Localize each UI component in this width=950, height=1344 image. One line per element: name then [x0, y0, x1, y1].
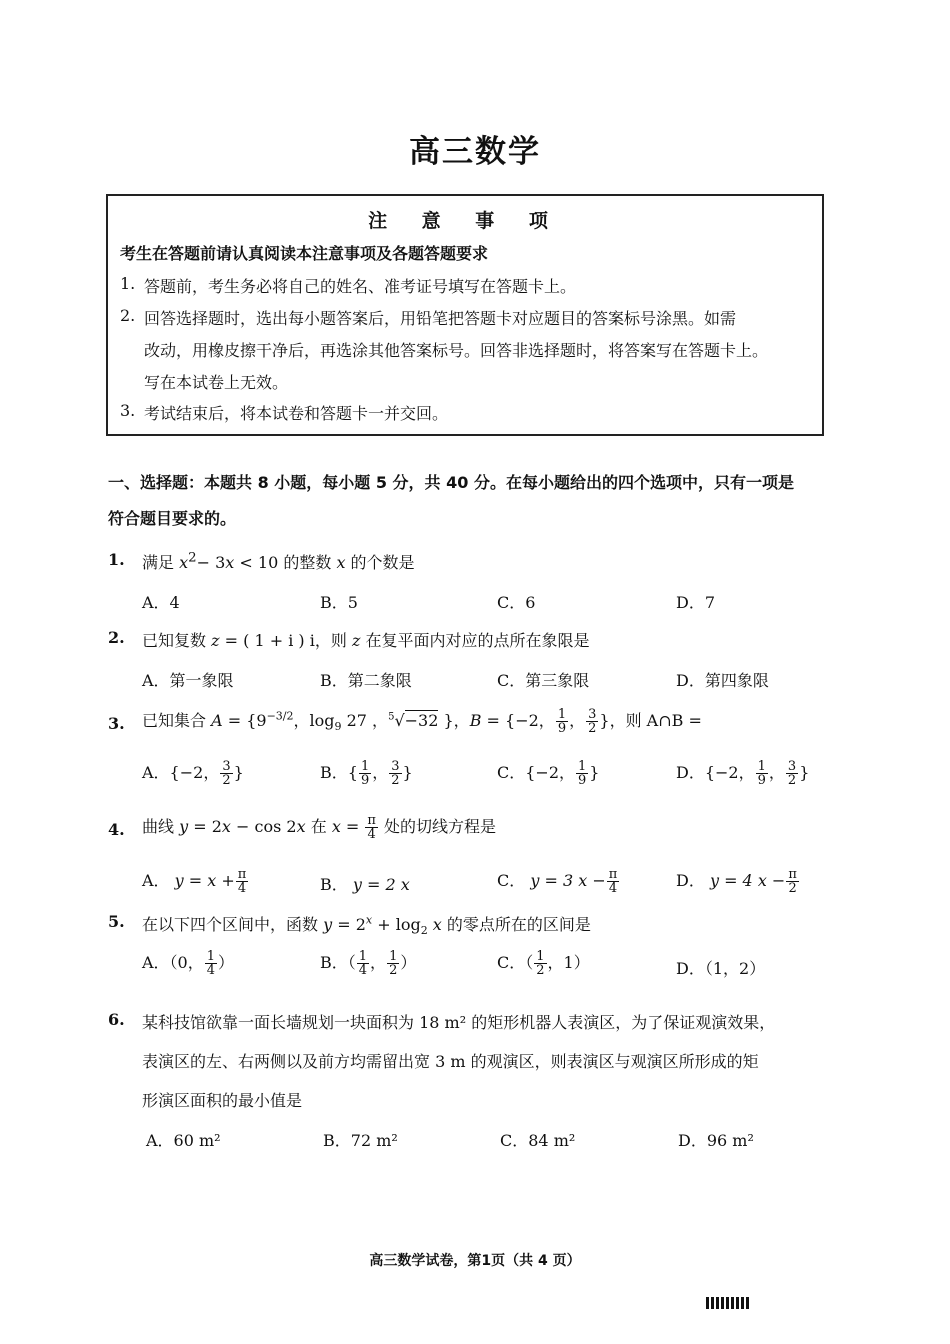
var: x: [221, 817, 231, 836]
option-b: [320, 872, 410, 895]
text: = 2: [188, 817, 222, 836]
numerator: π: [608, 867, 618, 882]
option-d: [676, 868, 800, 895]
exponent: 2: [188, 550, 197, 566]
numerator: 1: [536, 949, 545, 964]
notice-item-text: 写在本试卷上无效。: [144, 373, 289, 392]
question-stem: [142, 912, 591, 937]
fraction: [607, 868, 620, 895]
notice-item-no: 2.: [120, 306, 136, 325]
text: ，: [372, 763, 389, 782]
option-a: A．第一象限: [142, 671, 234, 690]
text: 在: [305, 817, 332, 836]
text: A．（0，: [142, 953, 204, 972]
fraction: [556, 708, 568, 735]
expr: y = x +: [174, 871, 235, 890]
notice-item-text: 考试结束后，将本试卷和答题卡一并交回。: [144, 404, 449, 423]
var: x: [331, 817, 341, 836]
fraction: [357, 950, 369, 977]
section-heading-cont: 符合题目要求的。: [108, 509, 237, 528]
notice-item-text: 回答选择题时，选出每小题答案后，用铅笔把答题卡对应题目的答案标号涂黑。如需: [144, 309, 737, 328]
denominator: 2: [391, 773, 400, 788]
fraction: [756, 760, 768, 787]
fraction: [576, 760, 588, 787]
fraction: [786, 760, 798, 787]
text: =: [340, 817, 365, 836]
text: 曲线: [142, 817, 180, 836]
question-stem-line: 表演区的左、右两侧以及前方均需留出宽 3 m 的观演区，则表演区与观演区所形成的矩: [142, 1052, 759, 1071]
text: ，: [370, 953, 387, 972]
text: C．（: [497, 953, 534, 972]
text: 的零点所在的区间是: [441, 915, 591, 934]
option-d: D．7: [676, 593, 716, 612]
notice-item-no: 3.: [120, 401, 136, 420]
denominator: 2: [536, 963, 545, 978]
text: 27 ，: [341, 711, 389, 730]
option-c: C．第三象限: [497, 671, 590, 690]
option-b: [320, 950, 416, 977]
var: x: [427, 915, 442, 934]
numerator: 3: [588, 707, 597, 722]
text: − cos 2: [230, 817, 297, 836]
fraction: [236, 868, 249, 895]
question-number: 4.: [108, 820, 125, 839]
question-stem-line: 某科技馆欲靠一面长墙规划一块面积为 18 m² 的矩形机器人表演区，为了保证观演效果，: [142, 1013, 776, 1032]
text: ，: [768, 763, 785, 782]
question-number: 6.: [108, 1010, 125, 1029]
numerator: 1: [578, 759, 587, 774]
numerator: 1: [757, 759, 766, 774]
notice-subheading: 考生在答题前请认真阅读本注意事项及各题答题要求: [120, 244, 489, 263]
var: z: [351, 631, 361, 650]
var: B: [469, 711, 482, 730]
notice-item-text: 改动，用橡皮擦干净后，再选涂其他答案标号。回答非选择题时，将答案写在答题卡上。: [144, 341, 769, 360]
text: }: [589, 763, 600, 782]
denominator: 2: [787, 773, 797, 788]
denominator: 2: [788, 881, 797, 896]
text: 已知复数: [142, 631, 212, 650]
fraction: [586, 708, 598, 735]
text: − 3: [196, 553, 226, 572]
text: 满足: [142, 553, 180, 572]
notice-box: [106, 194, 824, 436]
fraction: [387, 950, 399, 977]
option-b: B．5: [320, 593, 358, 612]
question-stem: [142, 708, 702, 735]
question-stem-line: 形演区面积的最小值是: [142, 1091, 303, 1110]
question-number: 2.: [108, 628, 125, 647]
text: }，: [438, 711, 470, 730]
fraction: [365, 814, 378, 841]
option-c: C．6: [497, 593, 536, 612]
var: x: [225, 553, 235, 572]
barcode-icon: [706, 1297, 750, 1309]
denominator: 4: [358, 963, 368, 978]
text: ）: [400, 953, 417, 972]
text: B．（: [320, 953, 356, 972]
text: ）: [218, 953, 235, 972]
var: A: [211, 711, 223, 730]
denominator: 9: [578, 773, 587, 788]
question-number: 3.: [108, 714, 125, 733]
option-d: D．第四象限: [676, 671, 769, 690]
text: D．: [676, 871, 705, 890]
option-d: D．96 m²: [678, 1131, 754, 1150]
page-footer: 高三数学试卷，第1页（共 4 页）: [369, 1253, 581, 1269]
text: C．: [497, 871, 526, 890]
numerator: 3: [787, 759, 797, 774]
var: x: [336, 553, 346, 572]
option-c: [497, 950, 590, 977]
notice-item-text: 答题前，考生务必将自己的姓名、准考证号填写在答题卡上。: [144, 277, 577, 296]
option-c: C．84 m²: [500, 1131, 576, 1150]
fraction: [786, 868, 799, 895]
numerator: 1: [206, 949, 216, 964]
denominator: 2: [222, 773, 231, 788]
question-stem: [142, 814, 496, 841]
option-a: A．4: [142, 593, 180, 612]
denominator: 4: [367, 827, 376, 842]
text: 的个数是: [345, 553, 415, 572]
section-heading: 一、选择题：本题共 8 小题，每小题 5 分，共 40 分。在每小题给出的四个选项中，只有一项是: [108, 473, 794, 492]
denominator: 2: [389, 963, 398, 978]
numerator: 1: [557, 707, 567, 722]
numerator: 3: [391, 759, 400, 774]
option-a: A．60 m²: [146, 1131, 221, 1150]
text: D．{−2，: [676, 763, 755, 782]
text: A．{−2，: [142, 763, 220, 782]
numerator: 1: [358, 949, 368, 964]
option-a: [142, 760, 244, 787]
expr: y = 2 x: [352, 875, 410, 894]
var: y: [323, 915, 333, 934]
option-b: B．72 m²: [323, 1131, 398, 1150]
text: = 2: [332, 915, 366, 934]
text: }: [799, 763, 810, 782]
page-title: 高三数学: [409, 134, 541, 170]
var: x: [179, 553, 189, 572]
option-a: [142, 868, 249, 895]
question-stem: [142, 550, 415, 573]
notice-item-no: 1.: [120, 274, 136, 293]
text: A．: [142, 871, 170, 890]
denominator: 4: [206, 963, 216, 978]
numerator: 1: [360, 759, 370, 774]
expr: y = 3 x −: [530, 871, 606, 890]
question-number: 5.: [108, 912, 125, 931]
denominator: 9: [557, 721, 567, 736]
text: 处的切线方程是: [378, 817, 497, 836]
numerator: π: [367, 813, 376, 828]
subscript: 9: [334, 720, 342, 734]
option-d: D．（1，2）: [676, 959, 766, 978]
denominator: 9: [757, 773, 766, 788]
text: B．: [320, 875, 348, 894]
subscript: 2: [420, 924, 428, 938]
text: 已知集合: [142, 711, 212, 730]
text: = ( 1 + i ) i，则: [219, 631, 352, 650]
question-stem: [142, 628, 589, 651]
numerator: 3: [222, 759, 231, 774]
text: 在复平面内对应的点所在象限是: [360, 631, 590, 650]
text: ，1）: [547, 953, 590, 972]
text: 在以下四个区间中，函数: [142, 915, 324, 934]
var: z: [211, 631, 220, 650]
fraction: [205, 950, 217, 977]
option-a: [142, 950, 234, 977]
fraction: [359, 760, 371, 787]
radical-icon: √: [394, 711, 405, 730]
denominator: 9: [360, 773, 370, 788]
fraction: [389, 760, 401, 787]
fraction: [534, 950, 546, 977]
text: }: [402, 763, 413, 782]
text: = {9: [222, 711, 267, 730]
text: < 10 的整数: [234, 553, 337, 572]
text: }: [233, 763, 244, 782]
exponent: x: [365, 913, 373, 927]
numerator: π: [788, 867, 797, 882]
numerator: 1: [389, 949, 398, 964]
option-d: [676, 760, 809, 787]
numerator: π: [237, 867, 247, 882]
denominator: 4: [608, 881, 618, 896]
text: + log: [372, 915, 421, 934]
text: ，log: [293, 711, 335, 730]
radicand: −32: [404, 711, 439, 730]
denominator: 2: [588, 721, 597, 736]
text: = {−2，: [481, 711, 555, 730]
option-c: [497, 760, 599, 787]
fraction: [220, 760, 232, 787]
text: B．{: [320, 763, 358, 782]
option-c: [497, 868, 620, 895]
option-b: B．第二象限: [320, 671, 412, 690]
var: x: [296, 817, 306, 836]
text: ，: [569, 711, 586, 730]
option-b: [320, 760, 413, 787]
expr: y = 4 x −: [709, 871, 786, 890]
notice-heading: 注 意 事 项: [368, 210, 562, 232]
denominator: 4: [237, 881, 247, 896]
root-index: 5: [388, 711, 395, 723]
question-number: 1.: [108, 550, 125, 569]
text: C．{−2，: [497, 763, 576, 782]
var: y: [179, 817, 189, 836]
exponent: −3/2: [266, 709, 294, 723]
text: }，则 A∩B =: [599, 711, 702, 730]
